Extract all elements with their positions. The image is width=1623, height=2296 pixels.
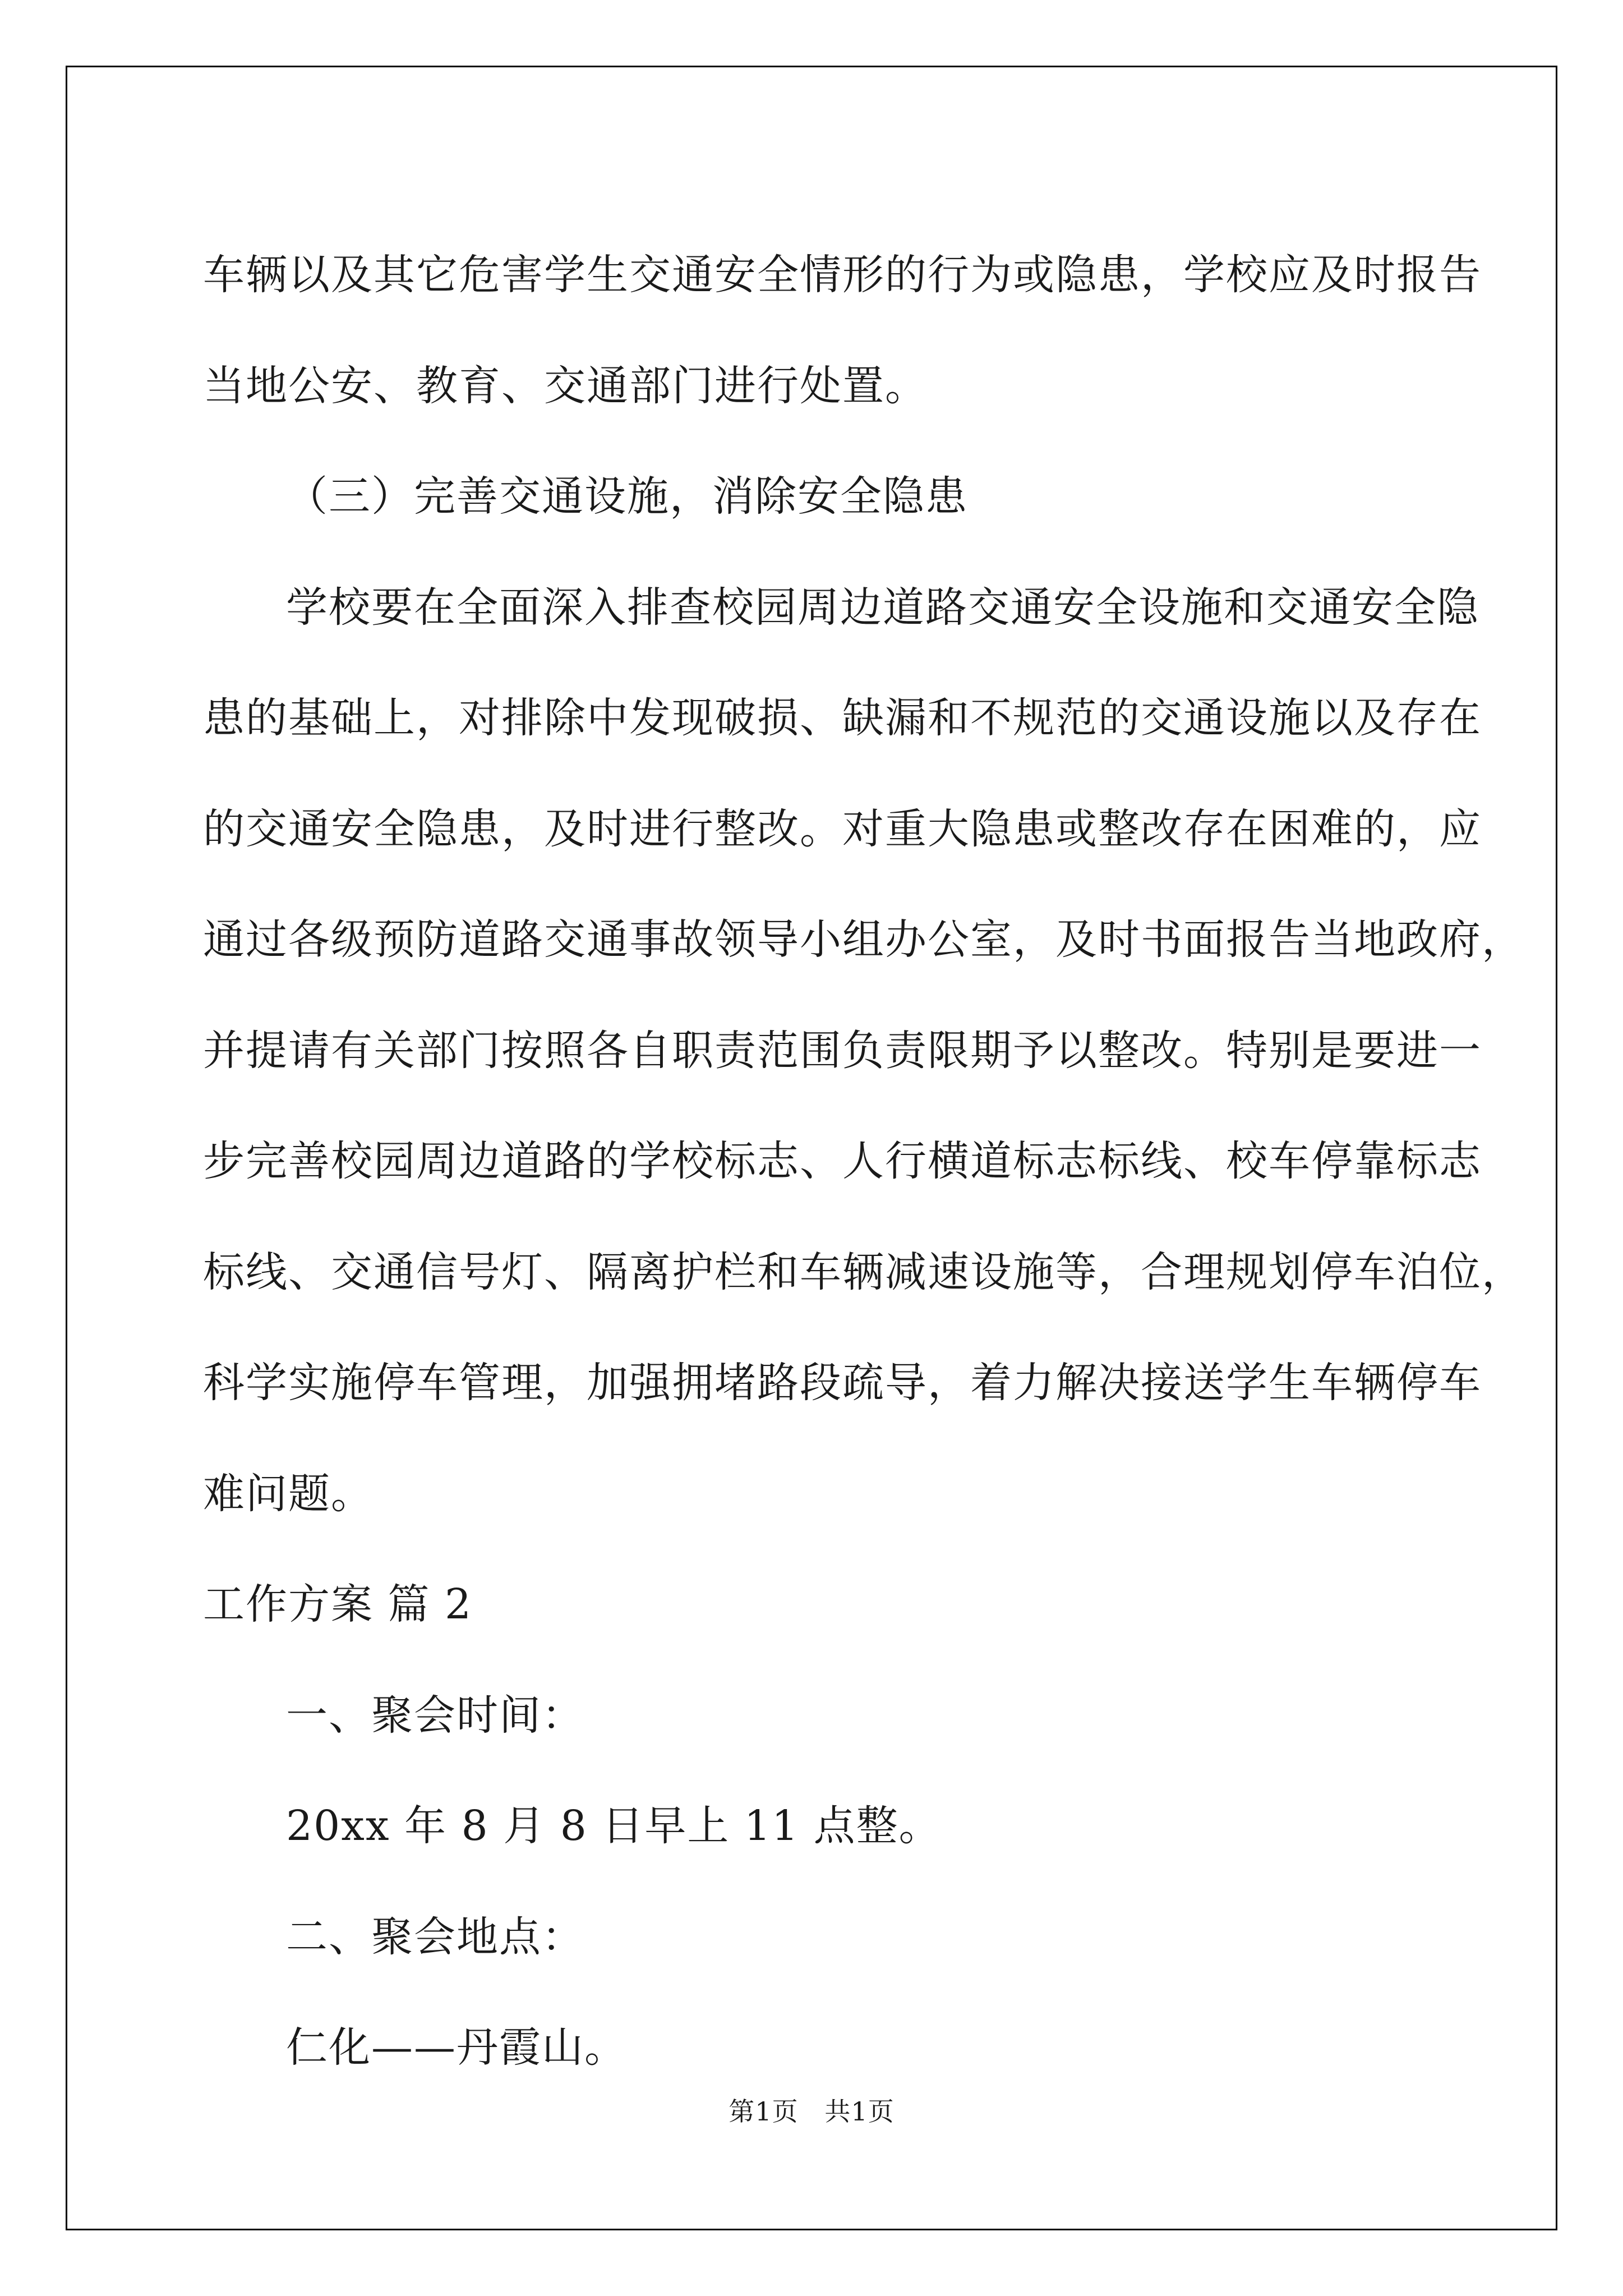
- paragraph-line: 难问题。: [203, 1469, 374, 1518]
- subsection-heading: 二、聚会地点：: [286, 1912, 584, 1961]
- paragraph-line: 的交通安全隐患，及时进行整改。对重大隐患或整改存在困难的，应: [203, 804, 1482, 853]
- section-title: 工作方案 篇 2: [203, 1580, 473, 1628]
- page-footer: 第1页 共1页: [728, 2096, 895, 2127]
- subsection-heading: 一、聚会时间：: [286, 1691, 584, 1740]
- paragraph-line: 并提请有关部门按照各自职责范围负责限期予以整改。特别是要进一: [203, 1026, 1482, 1075]
- paragraph-line: 当地公安、教育、交通部门进行处置。: [203, 361, 928, 410]
- document-body: [203, 220, 1524, 2104]
- paragraph-line: 学校要在全面深入排查校园周边道路交通安全设施和交通安全隐: [286, 583, 1479, 632]
- paragraph-line: 通过各级预防道路交通事故领导小组办公室，及时书面报告当地政府，: [203, 915, 1524, 964]
- paragraph-line: 20xx 年 8 月 8 日早上 11 点整。: [286, 1802, 942, 1850]
- paragraph-line: 患的基础上，对排除中发现破损、缺漏和不规范的交通设施以及存在: [203, 694, 1482, 742]
- section-heading: （三）完善交通设施，消除安全隐患: [286, 472, 968, 521]
- paragraph-line: 仁化——丹霞山。: [286, 2023, 627, 2072]
- paragraph-line: 标线、交通信号灯、隔离护栏和车辆减速设施等，合理规划停车泊位，: [203, 1248, 1524, 1296]
- paragraph-line: 车辆以及其它危害学生交通安全情形的行为或隐患，学校应及时报告: [203, 251, 1482, 299]
- paragraph-line: 科学实施停车管理，加强拥堵路段疏导，着力解决接送学生车辆停车: [203, 1359, 1482, 1407]
- paragraph-line: 步完善校园周边道路的学校标志、人行横道标志标线、校车停靠标志: [203, 1137, 1482, 1185]
